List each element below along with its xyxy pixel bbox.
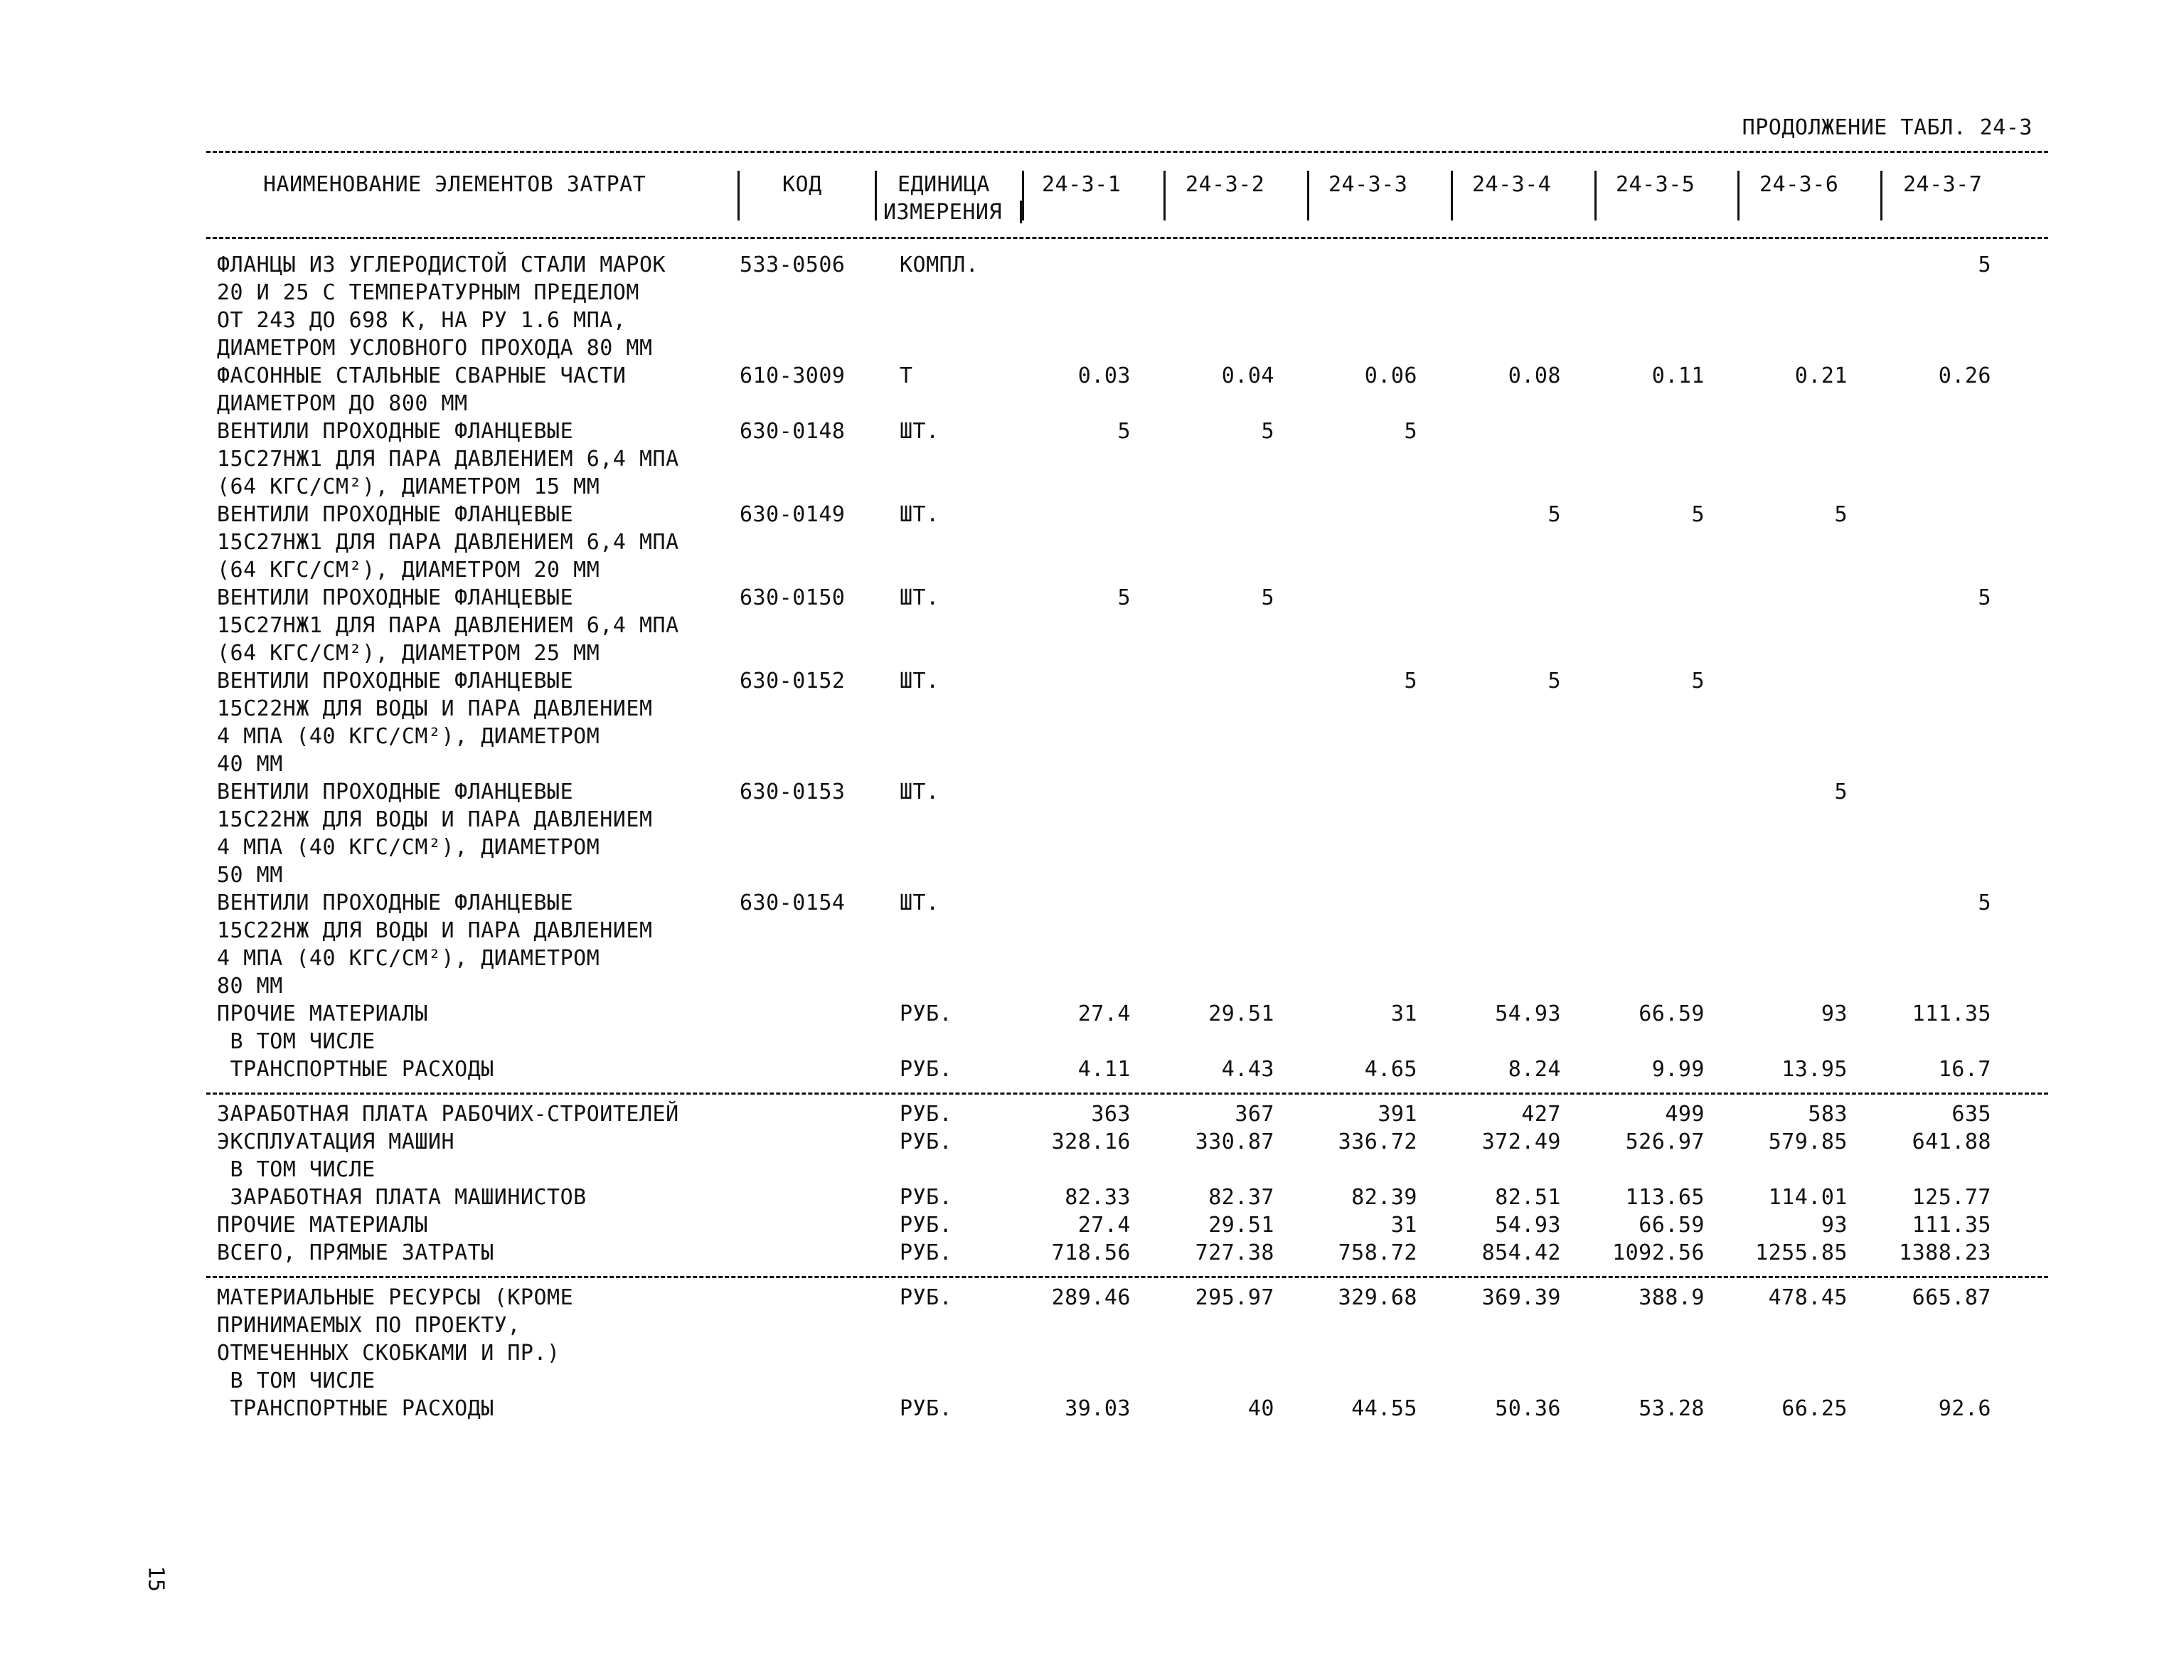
row-unit: ШТ. — [900, 502, 939, 527]
row-name-line: 15С27НЖ1 ДЛЯ ПАРА ДАВЛЕНИЕМ 6,4 МПА — [217, 447, 679, 472]
row-name-line: ТРАНСПОРТНЫЕ РАСХОДЫ — [217, 1057, 494, 1082]
row-value-col-1: 363 — [1091, 1102, 1131, 1127]
row-value-col-1: 27.4 — [1077, 1001, 1131, 1026]
row-value-col-6: 5 — [1834, 502, 1848, 527]
row-name-line: 15С22НЖ ДЛЯ ВОДЫ И ПАРА ДАВЛЕНИЕМ — [217, 696, 653, 721]
header-column-separator — [1880, 171, 1882, 220]
row-value-col-2: 295.97 — [1195, 1285, 1274, 1310]
row-value-col-4: 854.42 — [1481, 1240, 1561, 1265]
row-value-col-3: 44.55 — [1351, 1396, 1417, 1421]
row-name-line: ДИАМЕТРОМ ДО 800 ММ — [217, 391, 468, 416]
header-column-2: 24-3-2 — [1186, 172, 1265, 197]
row-value-col-7: 5 — [1978, 585, 1991, 610]
row-value-col-2: 0.04 — [1221, 363, 1274, 388]
row-name-line: (64 КГС/СМ²), ДИАМЕТРОМ 25 ММ — [217, 641, 600, 666]
row-value-col-3: 336.72 — [1338, 1129, 1417, 1154]
row-value-col-4: 82.51 — [1495, 1185, 1561, 1210]
row-unit: ШТ. — [900, 780, 939, 804]
row-value-col-5: 0.11 — [1651, 363, 1705, 388]
header-column-5: 24-3-5 — [1616, 172, 1695, 197]
row-value-col-3: 5 — [1404, 419, 1417, 444]
row-value-col-3: 82.39 — [1351, 1185, 1417, 1210]
row-name-line: 50 ММ — [217, 863, 283, 888]
row-unit: РУБ. — [900, 1129, 953, 1154]
row-value-col-4: 54.93 — [1495, 1001, 1561, 1026]
row-value-col-3: 4.65 — [1364, 1057, 1417, 1082]
row-value-col-1: 5 — [1117, 419, 1131, 444]
table-caption: ПРОДОЛЖЕНИЕ ТАБЛ. 24-3 — [1742, 115, 2033, 140]
row-value-col-1: 82.33 — [1065, 1185, 1131, 1210]
row-value-col-7: 111.35 — [1912, 1213, 1991, 1238]
row-name-line: ЗАРАБОТНАЯ ПЛАТА РАБОЧИХ-СТРОИТЕЛЕЙ — [217, 1102, 679, 1127]
row-value-col-5: 526.97 — [1625, 1129, 1705, 1154]
header-column-6: 24-3-6 — [1759, 172, 1839, 197]
header-column-separator — [875, 171, 877, 220]
row-name-line: В ТОМ ЧИСЛЕ — [217, 1368, 375, 1393]
row-name-line: ДИАМЕТРОМ УСЛОВНОГО ПРОХОДА 80 ММ — [217, 336, 653, 361]
row-unit: ШТ. — [900, 419, 939, 444]
row-unit: РУБ. — [900, 1185, 953, 1210]
row-value-col-7: 5 — [1978, 890, 1991, 915]
row-value-col-5: 113.65 — [1625, 1185, 1705, 1210]
row-value-col-7: 635 — [1951, 1102, 1991, 1127]
row-unit: РУБ. — [900, 1240, 953, 1265]
row-code: 630-0148 — [740, 419, 846, 444]
row-value-col-3: 0.06 — [1364, 363, 1417, 388]
row-value-col-2: 4.43 — [1221, 1057, 1274, 1082]
row-value-col-5: 9.99 — [1651, 1057, 1705, 1082]
row-value-col-5: 66.59 — [1639, 1213, 1705, 1238]
row-value-col-1: 328.16 — [1051, 1129, 1131, 1154]
row-value-col-1: 5 — [1117, 585, 1131, 610]
header-column-1: 24-3-1 — [1042, 172, 1122, 197]
row-name-line: 4 МПА (40 КГС/СМ²), ДИАМЕТРОМ — [217, 946, 600, 971]
row-name-line: ОТМЕЧЕННЫХ СКОБКАМИ И ПР.) — [217, 1341, 560, 1366]
row-value-col-1: 289.46 — [1051, 1285, 1131, 1310]
row-value-col-6: 579.85 — [1768, 1129, 1848, 1154]
row-code: 610-3009 — [740, 363, 846, 388]
row-value-col-2: 40 — [1247, 1396, 1274, 1421]
row-name-line: ВЕНТИЛИ ПРОХОДНЫЕ ФЛАНЦЕВЫЕ — [217, 585, 574, 610]
row-value-col-2: 82.37 — [1208, 1185, 1274, 1210]
header-column-separator — [737, 171, 740, 220]
header-bottom-rule — [206, 237, 2048, 239]
row-value-col-6: 478.45 — [1768, 1285, 1848, 1310]
row-unit: РУБ. — [900, 1057, 953, 1082]
row-value-col-6: 1255.85 — [1755, 1240, 1848, 1265]
row-value-col-6: 114.01 — [1768, 1185, 1848, 1210]
row-value-col-2: 29.51 — [1208, 1001, 1274, 1026]
row-code: 630-0150 — [740, 585, 846, 610]
row-value-col-4: 8.24 — [1508, 1057, 1561, 1082]
page-number: 15 — [143, 1565, 169, 1593]
header-name-cell: НАИМЕНОВАНИЕ ЭЛЕМЕНТОВ ЗАТРАТ — [263, 172, 646, 197]
header-column-separator — [1737, 171, 1740, 220]
row-name-line: ФАСОННЫЕ СТАЛЬНЫЕ СВАРНЫЕ ЧАСТИ — [217, 363, 627, 388]
header-column-3: 24-3-3 — [1328, 172, 1408, 197]
row-value-col-1: 0.03 — [1077, 363, 1131, 388]
row-value-col-7: 125.77 — [1912, 1185, 1991, 1210]
row-name-line: ВСЕГО, ПРЯМЫЕ ЗАТРАТЫ — [217, 1240, 494, 1265]
row-value-col-6: 5 — [1834, 780, 1848, 804]
row-value-col-6: 93 — [1821, 1213, 1848, 1238]
row-value-col-5: 5 — [1691, 502, 1705, 527]
header-column-separator — [1307, 171, 1309, 220]
row-value-col-3: 31 — [1390, 1001, 1417, 1026]
row-value-col-7: 665.87 — [1912, 1285, 1991, 1310]
row-value-col-2: 29.51 — [1208, 1213, 1274, 1238]
row-value-col-5: 1092.56 — [1612, 1240, 1705, 1265]
row-unit: РУБ. — [900, 1001, 953, 1026]
section-divider-1 — [206, 1092, 2048, 1095]
row-value-col-3: 31 — [1390, 1213, 1417, 1238]
row-value-col-4: 372.49 — [1481, 1129, 1561, 1154]
row-name-line: ВЕНТИЛИ ПРОХОДНЫЕ ФЛАНЦЕВЫЕ — [217, 780, 574, 804]
row-name-line: В ТОМ ЧИСЛЕ — [217, 1157, 375, 1182]
row-code: 630-0152 — [740, 669, 846, 693]
row-code: 630-0153 — [740, 780, 846, 804]
row-value-col-1: 27.4 — [1077, 1213, 1131, 1238]
row-name-line: ФЛАНЦЫ ИЗ УГЛЕРОДИСТОЙ СТАЛИ МАРОК — [217, 252, 666, 277]
row-unit: КОМПЛ. — [900, 252, 979, 277]
row-value-col-5: 66.59 — [1639, 1001, 1705, 1026]
row-value-col-6: 13.95 — [1781, 1057, 1848, 1082]
row-code: 533-0506 — [740, 252, 846, 277]
row-name-line: МАТЕРИАЛЬНЫЕ РЕСУРСЫ (КРОМЕ — [217, 1285, 574, 1310]
row-value-col-4: 5 — [1548, 669, 1561, 693]
header-top-rule — [206, 151, 2048, 153]
row-name-line: ЭКСПЛУАТАЦИЯ МАШИН — [217, 1129, 455, 1154]
row-name-line: 15С22НЖ ДЛЯ ВОДЫ И ПАРА ДАВЛЕНИЕМ — [217, 918, 653, 943]
row-name-line: ВЕНТИЛИ ПРОХОДНЫЕ ФЛАНЦЕВЫЕ — [217, 502, 574, 527]
row-value-col-6: 66.25 — [1781, 1396, 1848, 1421]
row-name-line: ТРАНСПОРТНЫЕ РАСХОДЫ — [217, 1396, 494, 1421]
row-name-line: ВЕНТИЛИ ПРОХОДНЫЕ ФЛАНЦЕВЫЕ — [217, 890, 574, 915]
row-name-line: В ТОМ ЧИСЛЕ — [217, 1029, 375, 1054]
row-name-line: ВЕНТИЛИ ПРОХОДНЫЕ ФЛАНЦЕВЫЕ — [217, 669, 574, 693]
row-unit: Т — [900, 363, 913, 388]
row-value-col-2: 330.87 — [1195, 1129, 1274, 1154]
row-value-col-4: 5 — [1548, 502, 1561, 527]
row-value-col-5: 499 — [1665, 1102, 1705, 1127]
row-value-col-3: 391 — [1378, 1102, 1417, 1127]
header-column-separator — [1020, 201, 1022, 223]
header-column-separator — [1163, 171, 1166, 220]
row-value-col-4: 50.36 — [1495, 1396, 1561, 1421]
header-column-7: 24-3-7 — [1903, 172, 1983, 197]
row-name-line: 15С27НЖ1 ДЛЯ ПАРА ДАВЛЕНИЕМ 6,4 МПА — [217, 613, 679, 638]
row-unit: ШТ. — [900, 669, 939, 693]
row-name-line: 15С27НЖ1 ДЛЯ ПАРА ДАВЛЕНИЕМ 6,4 МПА — [217, 530, 679, 555]
row-value-col-3: 5 — [1404, 669, 1417, 693]
row-unit: ШТ. — [900, 585, 939, 610]
header-column-4: 24-3-4 — [1472, 172, 1552, 197]
row-value-col-7: 641.88 — [1912, 1129, 1991, 1154]
header-unit-line2: ИЗМЕРЕНИЯ — [883, 200, 1003, 225]
row-name-line: 4 МПА (40 КГС/СМ²), ДИАМЕТРОМ — [217, 724, 600, 749]
row-value-col-1: 718.56 — [1051, 1240, 1131, 1265]
row-value-col-7: 92.6 — [1938, 1396, 1991, 1421]
row-value-col-4: 0.08 — [1508, 363, 1561, 388]
row-name-line: ПРИНИМАЕМЫХ ПО ПРОЕКТУ, — [217, 1313, 521, 1338]
row-value-col-4: 54.93 — [1495, 1213, 1561, 1238]
row-name-line: ПРОЧИЕ МАТЕРИАЛЫ — [217, 1213, 428, 1238]
row-value-col-3: 329.68 — [1338, 1285, 1417, 1310]
row-name-line: ПРОЧИЕ МАТЕРИАЛЫ — [217, 1001, 428, 1026]
row-unit: РУБ. — [900, 1213, 953, 1238]
row-unit: РУБ. — [900, 1396, 953, 1421]
row-name-line: ЗАРАБОТНАЯ ПЛАТА МАШИНИСТОВ — [217, 1185, 587, 1210]
row-name-line: (64 КГС/СМ²), ДИАМЕТРОМ 15 ММ — [217, 474, 600, 499]
header-code-cell: КОД — [782, 172, 822, 197]
row-code: 630-0154 — [740, 890, 846, 915]
row-value-col-7: 16.7 — [1938, 1057, 1991, 1082]
section-divider-2 — [206, 1276, 2048, 1278]
header-column-separator — [1594, 171, 1597, 220]
row-unit: РУБ. — [900, 1285, 953, 1310]
row-value-col-1: 39.03 — [1065, 1396, 1131, 1421]
header-column-separator — [1451, 171, 1453, 220]
row-value-col-2: 367 — [1235, 1102, 1274, 1127]
row-unit: РУБ. — [900, 1102, 953, 1127]
row-name-line: 15С22НЖ ДЛЯ ВОДЫ И ПАРА ДАВЛЕНИЕМ — [217, 807, 653, 832]
row-name-line: 40 ММ — [217, 752, 283, 777]
row-name-line: 4 МПА (40 КГС/СМ²), ДИАМЕТРОМ — [217, 835, 600, 860]
row-value-col-4: 427 — [1521, 1102, 1561, 1127]
row-value-col-6: 93 — [1821, 1001, 1848, 1026]
row-value-col-7: 1388.23 — [1899, 1240, 1991, 1265]
row-value-col-2: 5 — [1261, 419, 1274, 444]
row-value-col-2: 727.38 — [1195, 1240, 1274, 1265]
row-value-col-2: 5 — [1261, 585, 1274, 610]
row-value-col-4: 369.39 — [1481, 1285, 1561, 1310]
row-name-line: ОТ 243 ДО 698 К, НА РУ 1.6 МПА, — [217, 308, 627, 333]
row-value-col-7: 0.26 — [1938, 363, 1991, 388]
row-name-line: 20 И 25 С ТЕМПЕРАТУРНЫМ ПРЕДЕЛОМ — [217, 280, 639, 305]
row-value-col-6: 583 — [1808, 1102, 1848, 1127]
row-value-col-7: 111.35 — [1912, 1001, 1991, 1026]
header-unit-line1: ЕДИНИЦА — [897, 172, 990, 197]
row-unit: ШТ. — [900, 890, 939, 915]
row-value-col-6: 0.21 — [1794, 363, 1848, 388]
row-name-line: ВЕНТИЛИ ПРОХОДНЫЕ ФЛАНЦЕВЫЕ — [217, 419, 574, 444]
row-code: 630-0149 — [740, 502, 846, 527]
row-value-col-3: 758.72 — [1338, 1240, 1417, 1265]
header-column-separator — [1022, 171, 1024, 220]
row-name-line: 80 ММ — [217, 974, 283, 999]
row-value-col-5: 5 — [1691, 669, 1705, 693]
row-value-col-7: 5 — [1978, 252, 1991, 277]
row-value-col-5: 53.28 — [1639, 1396, 1705, 1421]
row-name-line: (64 КГС/СМ²), ДИАМЕТРОМ 20 ММ — [217, 558, 600, 583]
row-value-col-1: 4.11 — [1077, 1057, 1131, 1082]
row-value-col-5: 388.9 — [1639, 1285, 1705, 1310]
